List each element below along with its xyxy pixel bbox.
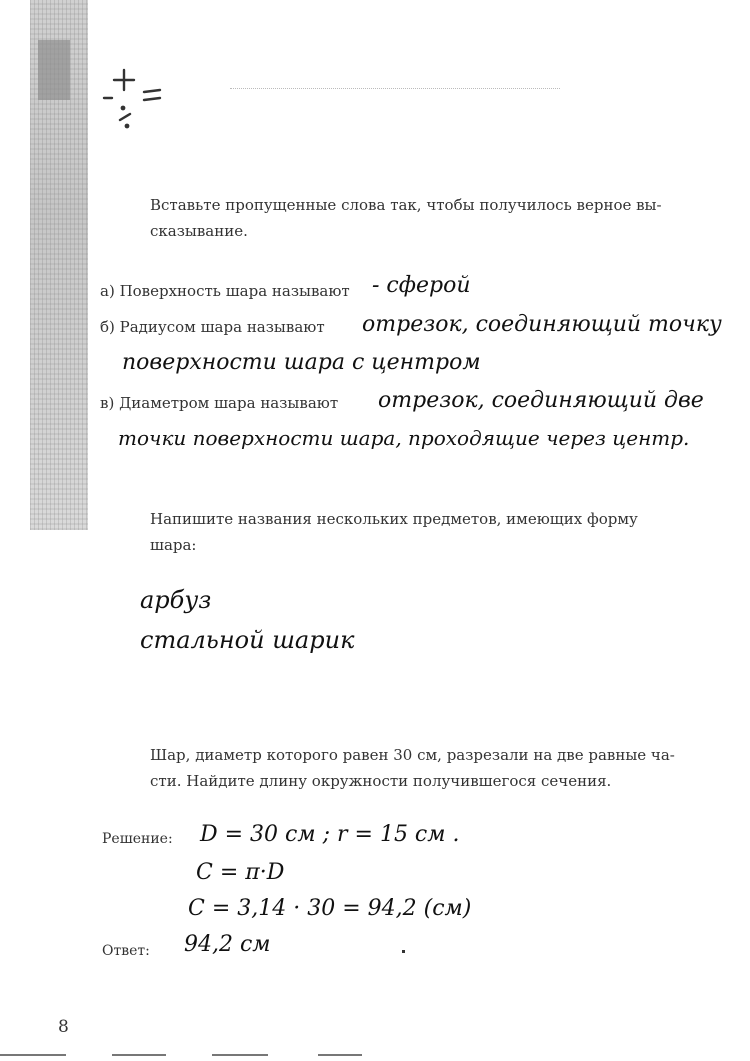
solution-line2: C = π·D [196,860,285,885]
footer-rule [318,1054,362,1056]
solution-line3: C = 3,14 · 30 = 94,2 (см) [188,896,472,921]
task1-c-answer-line2: точки поверхности шара, проходящие через центр. [118,426,690,450]
footer-rule [112,1054,166,1056]
task1-b-answer-line2: поверхности шара с центром [122,350,481,375]
task2-prompt [150,506,720,558]
footer-rule [0,1054,66,1056]
task1-a-answer: - сферой [372,273,471,298]
task2-answer-line2: стальной шарик [140,626,355,654]
margin-tab [38,40,70,100]
task1-prompt-line1: Вставьте пропущенные слова так, чтобы получилось верное вы- [150,196,662,214]
task3-prompt-line1: Шар, диаметр которого равен 30 см, разрезали на две равные ча- [150,746,675,764]
task2-prompt-line2: шара: [150,536,197,554]
task1-prompt [150,192,720,244]
solution-line1: D = 30 см ; r = 15 см . [200,822,460,847]
task3-prompt-line2: сти. Найдите длину окружности получившегося сечения. [150,772,612,790]
footer-rule [212,1054,268,1056]
answer-label: Ответ: [102,943,150,959]
task1-b-answer-line1: отрезок, соединяющий точку [362,312,722,337]
answer-dot [402,950,405,953]
task3-prompt [150,742,725,794]
task1-a-label: а) Поверхность шара называют [100,282,350,300]
answer-value: 94,2 см [184,932,271,957]
math-symbols-icon [96,62,176,134]
task1-b-label: б) Радиусом шара называют [100,318,325,336]
task2-answer-line1: арбуз [140,586,212,614]
task2-prompt-line1: Напишите названия нескольких предметов, имеющих форму [150,510,638,528]
page-number: 8 [58,1017,69,1037]
task1-c-label: в) Диаметром шара называют [100,394,339,412]
task1-c-answer-line1: отрезок, соединяющий две [378,388,704,413]
header-rule [230,78,560,89]
task1-prompt-line2: сказывание. [150,222,248,240]
solution-label: Решение: [102,831,173,847]
